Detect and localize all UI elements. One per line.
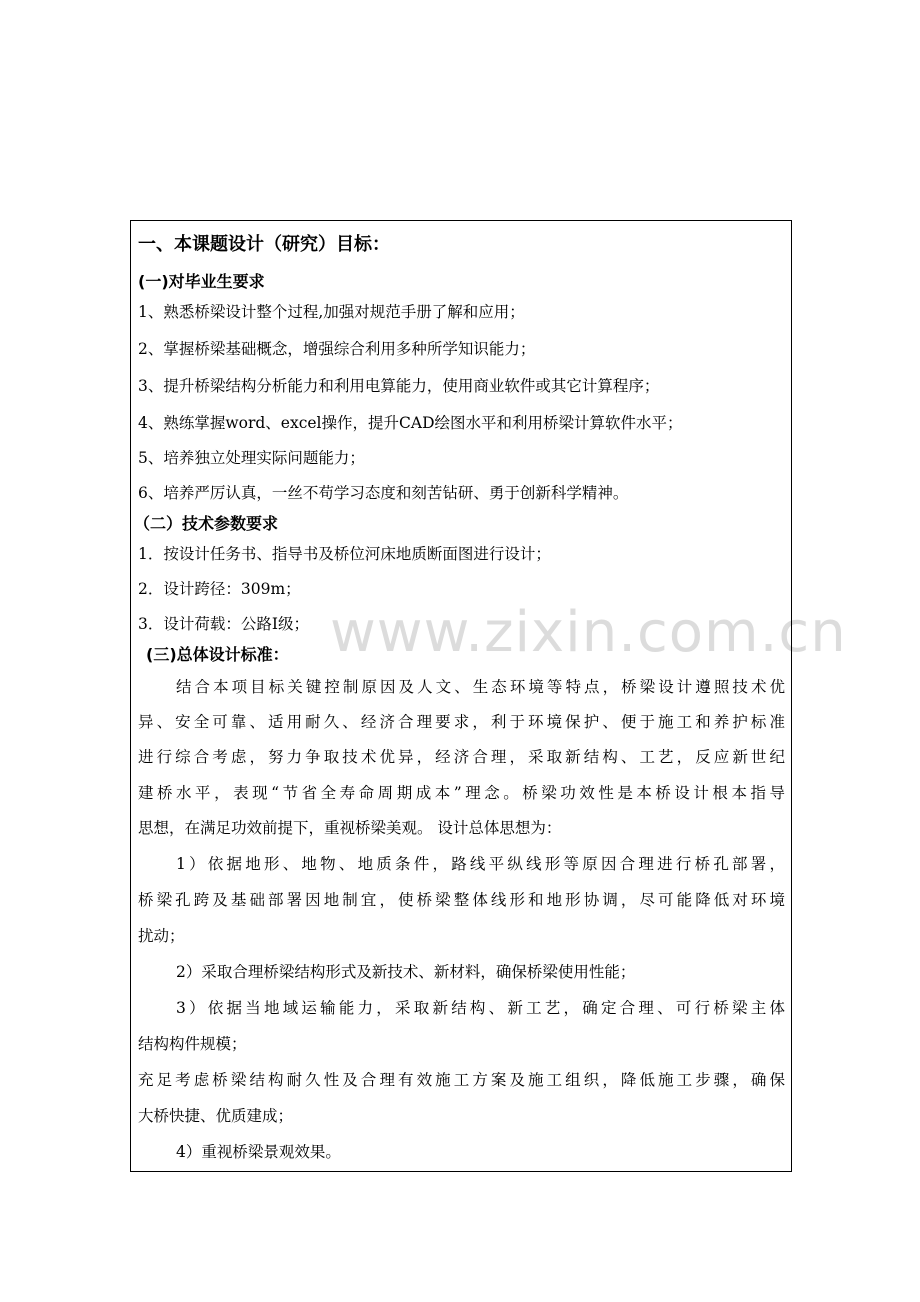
- p1-line-1: 1）依据地形、地物、地质条件，路线平纵线形等原因合理进行桥孔部署，: [176, 855, 785, 873]
- p5: 4）重视桥梁景观效果。: [176, 1143, 341, 1161]
- sub2-item-1: 1．按设计任务书、指导书及桥位河床地质断面图进行设计；: [138, 545, 551, 563]
- p3-line-1: 3）依据当地域运输能力，采取新结构、新工艺，确定合理、可行桥梁主体: [176, 999, 785, 1017]
- para-line-5: 思想，在满足功效前提下，重视桥梁美观。 设计总体思想为：: [138, 819, 562, 837]
- p3-line-2: 结构构件规模；: [138, 1035, 247, 1053]
- p4-line-1: 充足考虑桥梁结构耐久性及合理有效施工方案及施工组织，降低施工步骤，确保: [138, 1071, 785, 1089]
- sub1-item-5: 5、培养独立处理实际问题能力；: [138, 449, 365, 467]
- sub1-heading: (一)对毕业生要求: [138, 272, 265, 291]
- sub1-item-1: 1、熟悉桥梁设计整个过程,加强对规范手册了解和应用；: [138, 303, 525, 321]
- sub2-heading: （二）技术参数要求: [134, 514, 279, 533]
- para-line-3: 进行综合考虑，努力争取技术优异，经济合理，采取新结构、工艺，反应新世纪: [138, 748, 785, 766]
- para-line-4: 建桥水平，表现“节省全寿命周期成本”理念。桥梁功效性是本桥设计根本指导: [138, 784, 785, 802]
- p1-line-2: 桥梁孔跨及基础部署因地制宜，使桥梁整体线形和地形协调，尽可能降低对环境: [138, 891, 785, 909]
- watermark: www.zixin.com.cn: [330, 600, 847, 665]
- para-line-1: 结合本项目标关键控制原因及人文、生态环境等特点，桥梁设计遵照技术优: [176, 678, 785, 696]
- p4-line-2: 大桥快捷、优质建成；: [138, 1107, 294, 1125]
- sub1-item-2: 2、掌握桥梁基础概念，增强综合利用多种所学知识能力；: [138, 340, 536, 358]
- p1-line-3: 扰动；: [138, 927, 185, 945]
- p2: 2）采取合理桥梁结构形式及新技术、新材料，确保桥梁使用性能；: [176, 963, 636, 981]
- sub1-item-6: 6、培养严厉认真，一丝不苟学习态度和刻苦钻研、勇于创新科学精神。: [138, 484, 629, 502]
- sub1-item-3: 3、提升桥梁结构分析能力和利用电算能力，使用商业软件或其它计算程序；: [138, 377, 660, 395]
- para-line-2: 异、安全可靠、适用耐久、经济合理要求，利于环境保护、便于施工和养护标准: [138, 713, 785, 731]
- sub2-item-3: 3．设计荷载：公路Ⅰ级；: [138, 615, 309, 633]
- sub2-item-2: 2．设计跨径：309m；: [138, 580, 301, 598]
- sub1-item-4: 4、熟练掌握word、excel操作，提升CAD绘图水平和利用桥梁计算软件水平；: [138, 414, 683, 432]
- section-title: 一、本课题设计（研究）目标：: [138, 234, 390, 255]
- sub3-heading: (三)总体设计标准：: [146, 645, 289, 664]
